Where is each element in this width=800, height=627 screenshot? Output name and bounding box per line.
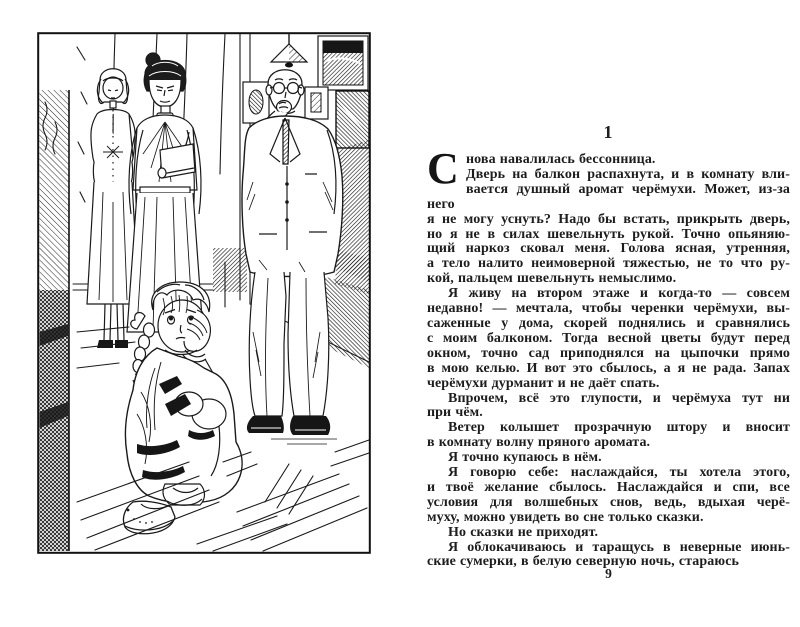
text-line: недавно! — мечтала, чтобы черенки черёмухи, вы- bbox=[427, 301, 790, 317]
text-line: я не могу уснуть? Надо бы встать, прикрыть дверь, bbox=[427, 211, 790, 227]
text-line: и твоё желание сбылось. Наслаждайся и спи, все bbox=[427, 479, 790, 495]
text-line: но я не в силах шевельнуть рукой. Точно опьяняю- bbox=[427, 226, 790, 242]
text-line: Я облокачиваюсь и таращусь в неверные июнь- bbox=[448, 539, 790, 555]
text-line: с моим балконом. Тогда весной цветы будут перед bbox=[427, 330, 790, 346]
drop-cap: С bbox=[427, 144, 459, 193]
text-line: вается душный аромат черёмухи. Может, из-за него bbox=[427, 181, 790, 212]
text-line: Впрочем, всё это глупости, и черёмуха тут ни bbox=[448, 390, 790, 406]
text-line: в мою келью. И вот это сбылось, а я не рада. Запах bbox=[427, 360, 790, 376]
text-line: Но сказки не приходят. bbox=[448, 524, 599, 540]
text-line: черёмухи дурманит и не даёт спать. bbox=[427, 375, 660, 391]
text-line: Ветер колышет прозрачную штору и вносит bbox=[448, 420, 790, 436]
text-line: условия для волшебных снов, ведь, вдыхая черё- bbox=[427, 494, 790, 510]
text-column bbox=[427, 122, 790, 570]
body-text bbox=[427, 144, 790, 570]
text-line: кой, пальцем шевельнуть немыслимо. bbox=[427, 271, 677, 287]
text-line: Я живу на втором этаже и когда-то — совсем bbox=[448, 286, 790, 302]
text-line: окном, точно сад приподнялся на цыпочки прямо bbox=[427, 345, 790, 361]
book-illustration bbox=[37, 32, 371, 554]
page-number: 9 bbox=[605, 566, 612, 581]
text-line: Я говорю себе: наслаждайся, ты хотела этого, bbox=[448, 465, 790, 481]
text-line: Дверь на балкон распахнута, и в комнату вли- bbox=[466, 166, 790, 182]
text-line: Я точно купаюсь в нём. bbox=[448, 450, 602, 466]
text-line: ские сумерки, в белую северную ночь, стараюсь bbox=[427, 554, 740, 570]
text-line: нова навалилась бессонница. bbox=[466, 152, 656, 167]
text-line: при чём. bbox=[427, 405, 483, 421]
opening-paragraphs bbox=[427, 144, 790, 287]
text-line: щий наркоз сковал меня. Голова ясная, утренняя, bbox=[427, 241, 790, 257]
text-line: саженные у дома, скорей поднялись и сравнялись bbox=[427, 315, 790, 331]
chapter-number: 1 bbox=[603, 122, 614, 142]
text-line: муху, можно увидеть во сне только сказки. bbox=[427, 509, 704, 525]
text-line: а тело налито неимоверной тяжестью, не то что ру- bbox=[427, 256, 790, 272]
text-line: в комнату волну пряного аромата. bbox=[427, 435, 651, 451]
